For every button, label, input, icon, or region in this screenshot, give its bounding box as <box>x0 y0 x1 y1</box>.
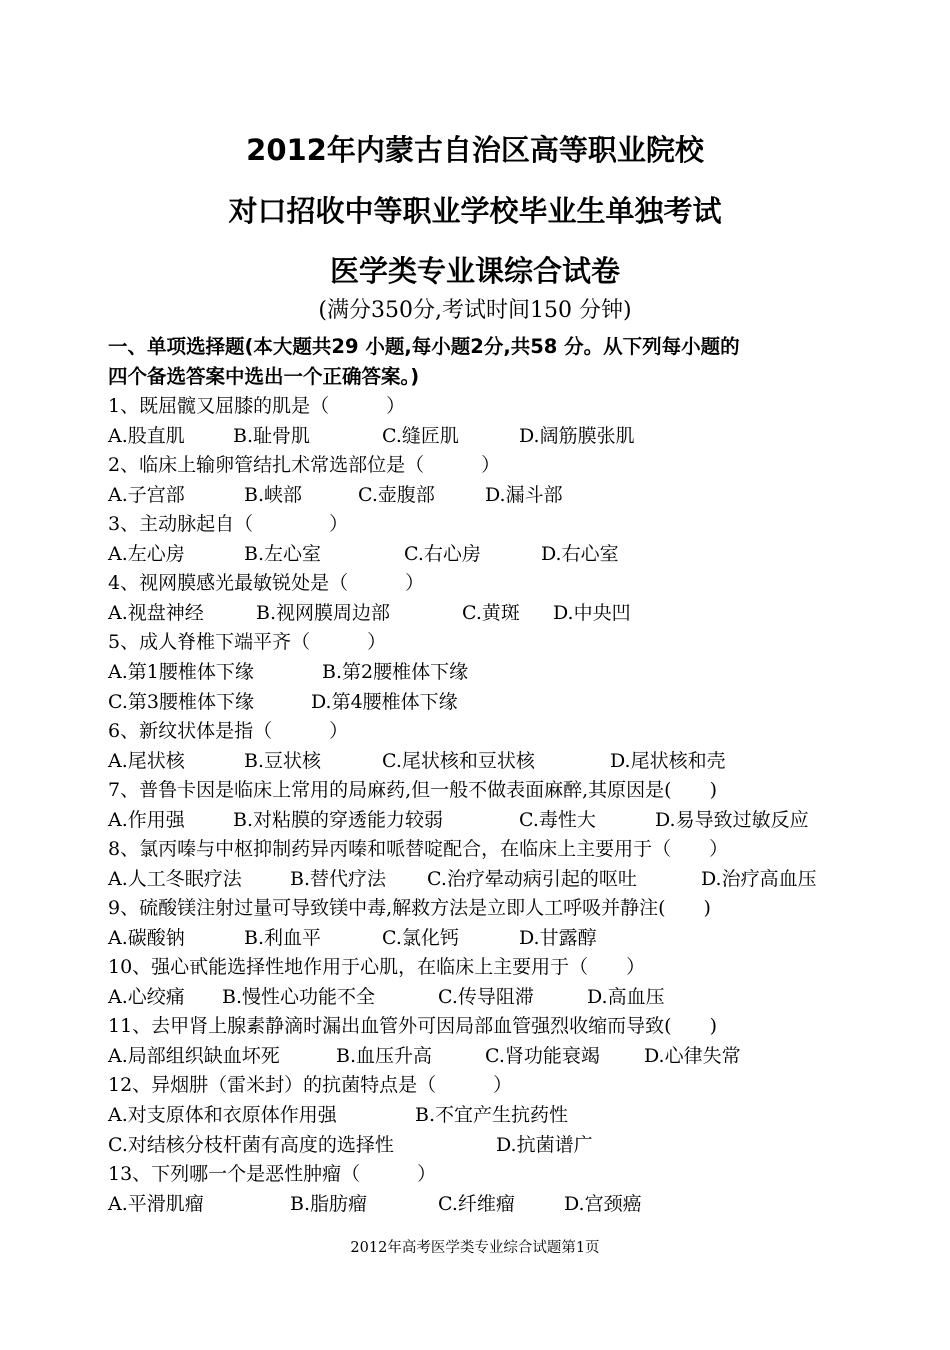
option-a: A.平滑肌瘤 <box>108 1193 204 1215</box>
option-d: D.宫颈癌 <box>564 1193 642 1215</box>
option-b: B.峡部 <box>244 484 303 506</box>
question-stem: 8、氯丙嗪与中枢抑制药异丙嗪和哌替啶配合，在临床上主要用于（ ） <box>108 838 729 860</box>
option-a: A.股直肌 <box>108 425 185 447</box>
section-instruction-line2: 四个备选答案中选出一个正确答案。) <box>108 365 420 388</box>
option-b: B.脂肪瘤 <box>290 1193 368 1215</box>
option-b: B.豆状核 <box>244 750 322 772</box>
question-options <box>108 539 850 569</box>
question-stem: 6、新纹状体是指（ ） <box>108 720 349 742</box>
option-c: C.对结核分枝杆菌有高度的选择性 <box>108 1134 394 1156</box>
question-stem: 2、临床上输卵管结扎术常选部位是（ ） <box>108 454 501 476</box>
question-stem: 3、主动脉起自（ ） <box>108 513 349 535</box>
option-a: A.子宫部 <box>108 484 185 506</box>
option-c: C.第3腰椎体下缘 <box>108 691 254 713</box>
question-options <box>108 746 850 776</box>
option-b: B.不宜产生抗药性 <box>415 1104 569 1126</box>
option-b: B.视网膜周边部 <box>256 602 391 624</box>
question-options <box>108 598 850 628</box>
question-options <box>108 1189 850 1219</box>
option-b: B.替代疗法 <box>290 868 387 890</box>
section-instruction-line1: 一、单项选择题(本大题共29 小题,每小题2分,共58 分。从下列每小题的 <box>108 335 740 358</box>
question-stem: 13、下列哪一个是恶性肿瘤（ ） <box>108 1163 437 1185</box>
option-b: B.对粘膜的穿透能力较弱 <box>233 809 444 831</box>
option-b: B.慢性心功能不全 <box>222 986 376 1008</box>
question-stem: 10、强心甙能选择性地作用于心肌，在临床上主要用于（ ） <box>108 956 646 978</box>
option-d: D.尾状核和壳 <box>610 750 726 772</box>
question-options <box>108 480 850 510</box>
question-stem: 12、异烟肼（雷米封）的抗菌特点是（ ） <box>108 1074 513 1096</box>
option-d: D.中央凹 <box>553 602 631 624</box>
question-options <box>108 982 850 1012</box>
option-c: C.缝匠肌 <box>382 425 459 447</box>
option-a: A.作用强 <box>108 809 185 831</box>
question-stem: 11、去甲肾上腺素静滴时漏出血管外可因局部血管强烈收缩而导致( ) <box>108 1015 718 1037</box>
question-stem: 7、普鲁卡因是临床上常用的局麻药,但一般不做表面麻醉,其原因是( ) <box>108 779 717 801</box>
question-options <box>108 657 850 687</box>
option-c: C.壶腹部 <box>358 484 435 506</box>
exam-subtitle: (满分350分,考试时间150 分钟) <box>318 298 632 323</box>
question-options <box>108 1100 850 1130</box>
option-a: A.人工冬眠疗法 <box>108 868 242 890</box>
page-footer: 2012年高考医学类专业综合试题第1页 <box>350 1240 600 1256</box>
option-c: C.尾状核和豆状核 <box>382 750 535 772</box>
question-options <box>108 421 850 451</box>
option-d: D.易导致过敏反应 <box>655 809 809 831</box>
option-b: B.耻骨肌 <box>233 425 311 447</box>
option-c: C.治疗晕动病引起的呕吐 <box>427 868 637 890</box>
option-b: B.利血平 <box>244 927 322 949</box>
question-options <box>108 1130 850 1160</box>
question-options <box>108 805 850 835</box>
option-c: C.纤维瘤 <box>438 1193 515 1215</box>
option-d: D.右心室 <box>541 543 619 565</box>
option-c: C.毒性大 <box>519 809 596 831</box>
question-options <box>108 1041 850 1071</box>
option-a: A.对支原体和衣原体作用强 <box>108 1104 337 1126</box>
option-b: B.血压升高 <box>336 1045 433 1067</box>
option-a: A.视盘神经 <box>108 602 204 624</box>
question-stem: 4、视网膜感光最敏锐处是（ ） <box>108 572 425 594</box>
option-c: C.传导阻滞 <box>438 986 534 1008</box>
question-options <box>108 864 850 894</box>
option-c: C.黄斑 <box>462 602 520 624</box>
option-b: B.左心室 <box>244 543 322 565</box>
exam-title-line1: 2012年内蒙古自治区高等职业院校 <box>246 133 704 167</box>
option-a: A.碳酸钠 <box>108 927 185 949</box>
option-a: A.第1腰椎体下缘 <box>108 661 254 683</box>
question-options <box>108 923 850 953</box>
question-options <box>108 687 850 717</box>
option-c: C.氯化钙 <box>382 927 459 949</box>
option-d: D.治疗高血压 <box>701 868 817 890</box>
option-b: B.第2腰椎体下缘 <box>322 661 469 683</box>
option-d: D.阔筋膜张肌 <box>519 425 635 447</box>
option-d: D.心律失常 <box>644 1045 741 1067</box>
option-a: A.心绞痛 <box>108 986 185 1008</box>
option-a: A.尾状核 <box>108 750 185 772</box>
exam-title-line3: 医学类专业课综合试卷 <box>329 254 620 288</box>
exam-title-line2: 对口招收中等职业学校毕业生单独考试 <box>228 194 722 228</box>
option-a: A.局部组织缺血坏死 <box>108 1045 280 1067</box>
question-stem: 9、硫酸镁注射过量可导致镁中毒,解救方法是立即人工呼吸并静注( ) <box>108 897 711 919</box>
option-d: D.第4腰椎体下缘 <box>311 691 458 713</box>
option-d: D.漏斗部 <box>485 484 563 506</box>
option-a: A.左心房 <box>108 543 185 565</box>
question-stem: 1、既屈髋又屈膝的肌是（ ） <box>108 395 406 417</box>
option-d: D.甘露醇 <box>519 927 597 949</box>
option-d: D.抗菌谱广 <box>496 1134 593 1156</box>
option-c: C.右心房 <box>404 543 481 565</box>
option-c: C.肾功能衰竭 <box>485 1045 600 1067</box>
question-stem: 5、成人脊椎下端平齐（ ） <box>108 631 387 653</box>
option-d: D.高血压 <box>587 986 665 1008</box>
